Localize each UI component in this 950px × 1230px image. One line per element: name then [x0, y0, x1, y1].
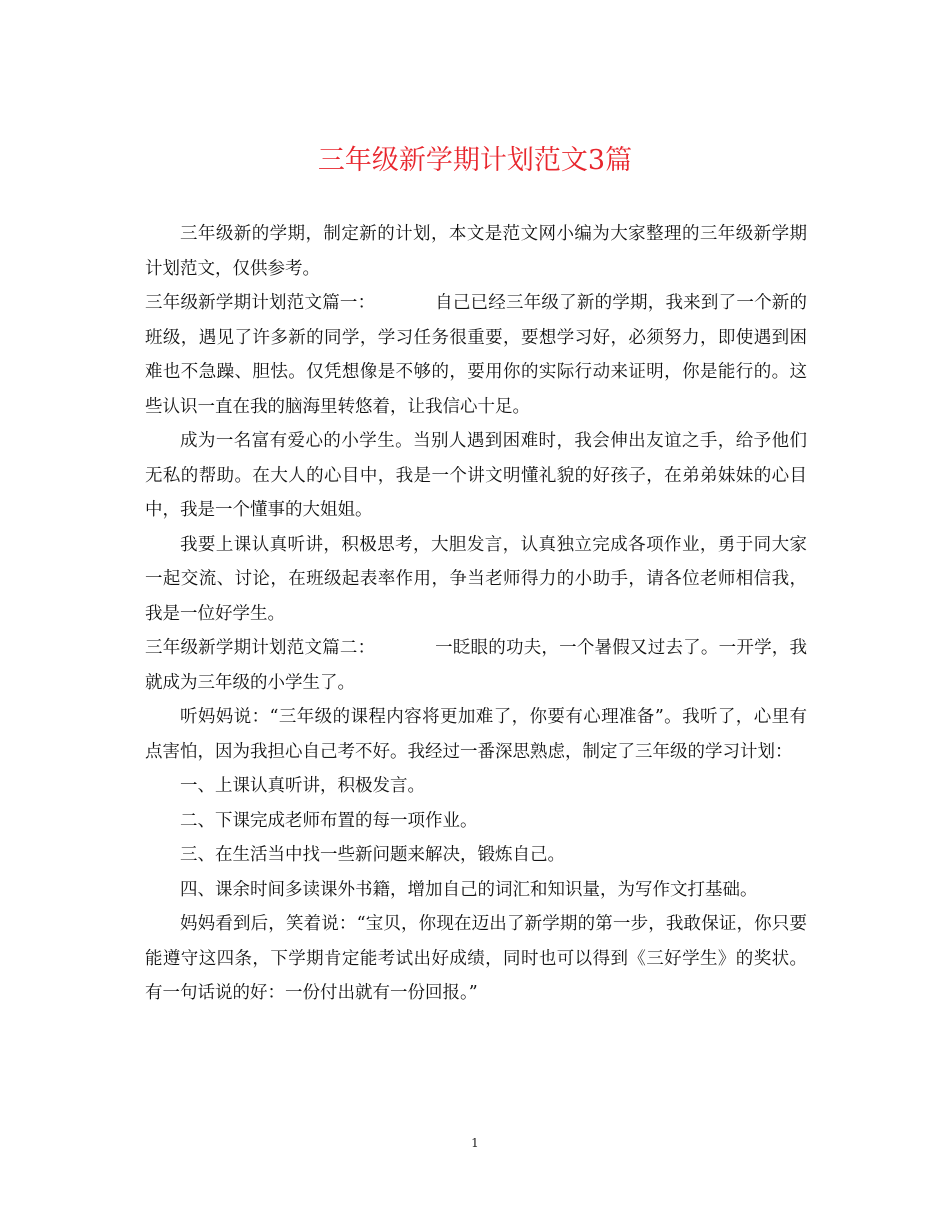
list-item-text: 三、在生活当中找一些新问题来解决，锻炼自己。: [180, 845, 565, 865]
paragraph-intro: [145, 217, 807, 286]
paragraph-text: 成为一名富有爱心的小学生。当别人遇到困难时，我会伸出友谊之手，给予他们无私的帮助。在大人的心目中，我是一个讲文明懂礼貌的好孩子，在弟弟妹妹的心目中，我是一个懂事的大姐姐。: [145, 431, 807, 520]
paragraph-text: 三年级新的学期，制定新的计划，本文是范文网小编为大家整理的三年级新学期计划范文，仅供参考。: [145, 224, 807, 279]
list-item: [145, 873, 807, 908]
paragraph-text: 听妈妈说：“三年级的课程内容将更加难了，你要有心理准备”。我听了，心里有点害怕，因为我担心自己考不好。我经过一番深思熟虑，制定了三年级的学习计划：: [145, 707, 807, 762]
paragraph: [145, 424, 807, 528]
section-heading: 三年级新学期计划范文篇二：: [145, 638, 376, 658]
list-item: [145, 838, 807, 873]
paragraph: [145, 528, 807, 632]
list-item-text: 一、上课认真听讲，积极发言。: [180, 776, 425, 796]
paragraph-section-one: [145, 286, 807, 424]
document-body: [145, 217, 807, 1011]
paragraph: [145, 907, 807, 1011]
paragraph-text: 我要上课认真听讲，积极思考，大胆发言，认真独立完成各项作业，勇于同大家一起交流、讨论，在班级起表率作用，争当老师得力的小助手，请各位老师相信我，我是一位好学生。: [145, 534, 807, 624]
paragraph-text: 自己已经三年级了新的学期，我来到了一个新的班级，遇见了许多新的同学，学习任务很重要，要想学习好，必须努力，即使遇到困难也不急躁、胆怯。仅凭想像是不够的，要用你的实际行动来证明，你是能行的。这些认识一直在我的脑海里转悠着，让我信心十足。: [145, 293, 808, 417]
list-item: [145, 769, 807, 804]
section-heading: 三年级新学期计划范文篇一：: [145, 293, 376, 313]
list-item-text: 四、课余时间多读课外书籍，增加自己的词汇和知识量，为写作文打基础。: [180, 879, 758, 900]
list-item-text: 二、下课完成老师布置的每一项作业。: [180, 810, 478, 831]
paragraph: [145, 700, 807, 769]
paragraph-text: 妈妈看到后，笑着说：“宝贝，你现在迈出了新学期的第一步，我敢保证，你只要能遵守这四条，下学期肯定能考试出好成绩，同时也可以得到《三好学生》的奖状。有一句话说的好：一份付出就有一份回报。”: [145, 914, 807, 1003]
list-item: [145, 804, 807, 839]
page-number: 1: [471, 1136, 479, 1150]
paragraph-section-two: [145, 631, 807, 700]
document-title: 三年级新学期计划范文3篇: [317, 145, 633, 176]
paragraph-text: 一眨眼的功夫，一个暑假又过去了。一开学，我就成为三年级的小学生了。: [145, 638, 808, 693]
